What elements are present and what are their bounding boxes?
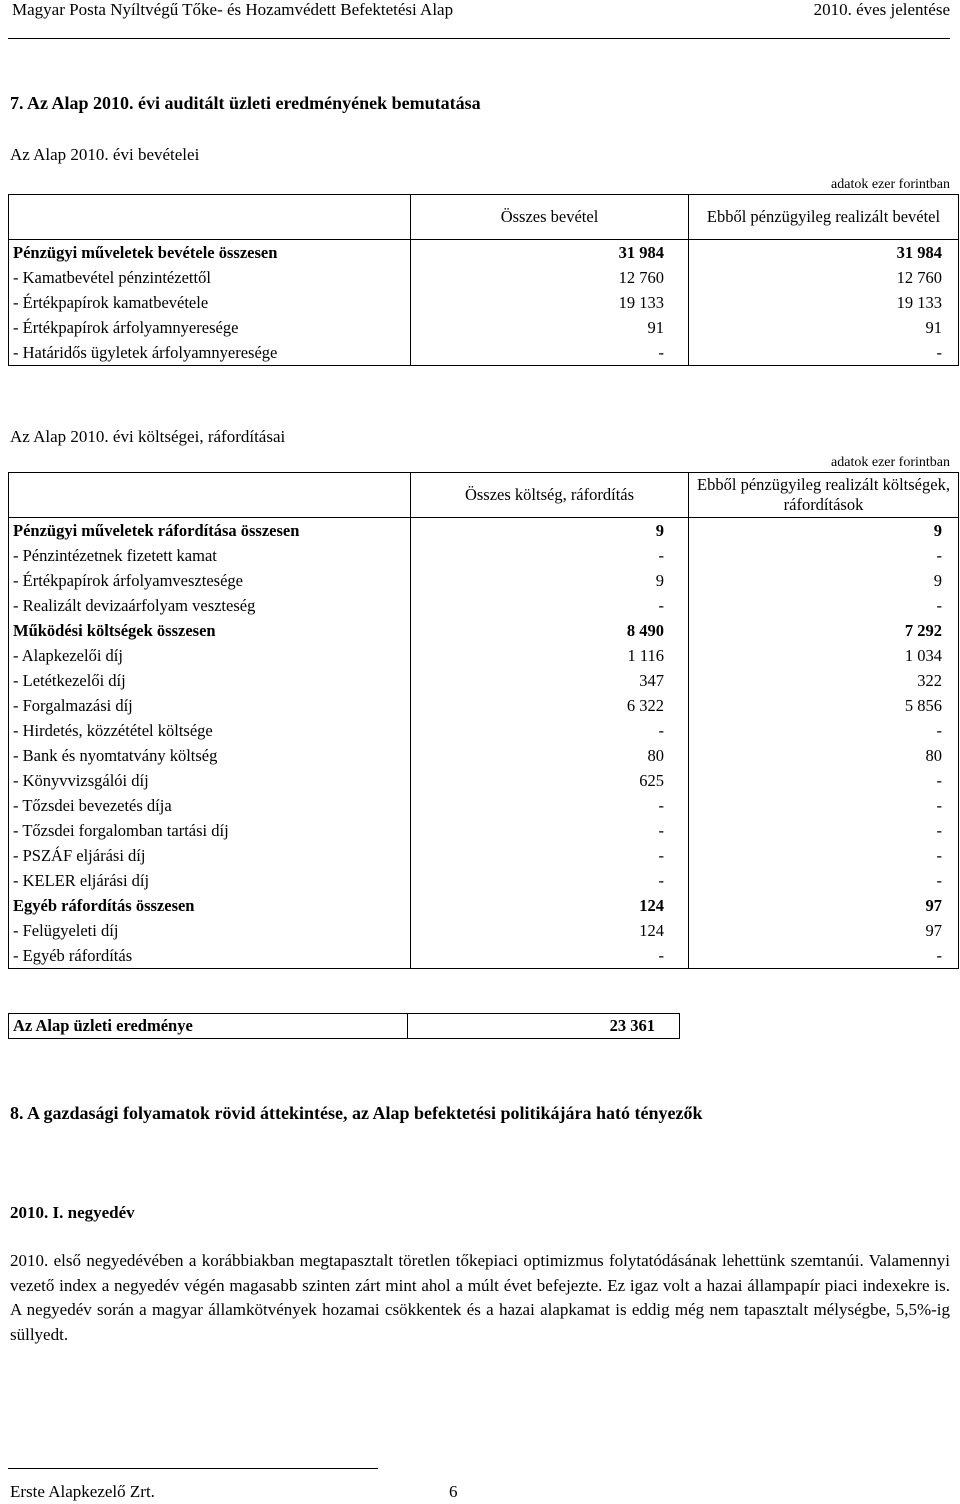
costs-row bbox=[9, 718, 959, 743]
costs-row bbox=[9, 668, 959, 693]
costs-row bbox=[9, 618, 959, 643]
footer-page-number: 6 bbox=[449, 1482, 458, 1501]
costs-row-realized: - bbox=[936, 871, 942, 890]
footer-rule bbox=[8, 1468, 378, 1469]
revenue-row-realized: 12 760 bbox=[896, 268, 942, 287]
costs-row-total: 80 bbox=[411, 743, 689, 768]
costs-row-realized: 5 856 bbox=[904, 696, 942, 715]
costs-row-label: Működési költségek összesen bbox=[9, 618, 411, 643]
revenue-row-realized: 19 133 bbox=[896, 293, 942, 312]
costs-row bbox=[9, 593, 959, 618]
costs-row-realized: - bbox=[936, 846, 942, 865]
costs-row-label: - Egyéb ráfordítás bbox=[9, 943, 411, 969]
costs-row-label: - Forgalmazási díj bbox=[9, 693, 411, 718]
costs-row-realized: 97 bbox=[925, 896, 942, 915]
section-7-title: 7. Az Alap 2010. évi auditált üzleti eredményének bemutatása bbox=[10, 93, 481, 113]
costs-row-total: 625 bbox=[411, 768, 689, 793]
costs-row-realized: - bbox=[936, 796, 942, 815]
revenue-row bbox=[9, 240, 959, 266]
costs-row-realized: 1 034 bbox=[904, 646, 942, 665]
costs-row-realized: 9 bbox=[933, 571, 942, 590]
costs-row bbox=[9, 518, 959, 544]
business-result-label: Az Alap üzleti eredménye bbox=[13, 1016, 193, 1035]
costs-title: Az Alap 2010. évi költségei, ráfordításai bbox=[10, 427, 286, 446]
header-fund-name: Magyar Posta Nyíltvégű Tőke- és Hozamvédett Befektetési Alap bbox=[12, 0, 454, 19]
costs-row-realized: - bbox=[936, 546, 942, 565]
costs-row-label: - Tőzsdei forgalomban tartási díj bbox=[9, 818, 411, 843]
business-result-separator bbox=[407, 1014, 408, 1038]
costs-row-total: 347 bbox=[411, 668, 689, 693]
costs-row bbox=[9, 543, 959, 568]
revenue-row-total: 19 133 bbox=[411, 290, 689, 315]
costs-row-total: 124 bbox=[411, 918, 689, 943]
page-header bbox=[8, 0, 950, 39]
costs-row bbox=[9, 893, 959, 918]
costs-row-realized: 9 bbox=[933, 521, 942, 540]
revenue-row-realized: - bbox=[936, 343, 942, 362]
revenue-header-label bbox=[9, 195, 411, 240]
costs-row-total: - bbox=[411, 818, 689, 843]
revenue-row-label: - Értékpapírok árfolyamnyeresége bbox=[9, 315, 411, 340]
costs-row-label: - Könyvvizsgálói díj bbox=[9, 768, 411, 793]
revenue-table bbox=[8, 194, 959, 366]
revenue-row bbox=[9, 290, 959, 315]
costs-row-realized: - bbox=[936, 721, 942, 740]
costs-header-realized: Ebből pénzügyileg realizált költségek, ráfordítások bbox=[689, 473, 959, 518]
revenue-title: Az Alap 2010. évi bevételei bbox=[10, 145, 200, 164]
revenue-row-label: - Határidős ügyletek árfolyamnyeresége bbox=[9, 340, 411, 366]
costs-row bbox=[9, 768, 959, 793]
revenue-header-row bbox=[9, 195, 959, 240]
costs-row bbox=[9, 793, 959, 818]
revenue-row-realized: 91 bbox=[925, 318, 942, 337]
costs-row-total: - bbox=[411, 843, 689, 868]
costs-row bbox=[9, 743, 959, 768]
revenue-row bbox=[9, 315, 959, 340]
revenue-header-realized: Ebből pénzügyileg realizált bevétel bbox=[689, 195, 959, 240]
footer-company: Erste Alapkezelő Zrt. bbox=[10, 1482, 155, 1501]
costs-row-label: - PSZÁF eljárási díj bbox=[9, 843, 411, 868]
costs-row-total: 124 bbox=[411, 893, 689, 918]
costs-row-realized: - bbox=[936, 821, 942, 840]
revenue-row bbox=[9, 340, 959, 366]
costs-row bbox=[9, 818, 959, 843]
costs-row-label: - Realizált devizaárfolyam veszteség bbox=[9, 593, 411, 618]
costs-row-total: - bbox=[411, 793, 689, 818]
costs-row-total: - bbox=[411, 943, 689, 969]
costs-header-row bbox=[9, 473, 959, 518]
costs-row-realized: - bbox=[936, 596, 942, 615]
costs-unit: adatok ezer forintban bbox=[831, 455, 950, 470]
costs-row-label: Pénzügyi műveletek ráfordítása összesen bbox=[9, 518, 411, 544]
costs-row-realized: 7 292 bbox=[904, 621, 942, 640]
costs-row-total: - bbox=[411, 543, 689, 568]
costs-row-label: - Hirdetés, közzététel költsége bbox=[9, 718, 411, 743]
costs-row-label: - Alapkezelői díj bbox=[9, 643, 411, 668]
costs-row-total: - bbox=[411, 868, 689, 893]
revenue-row-total: 12 760 bbox=[411, 265, 689, 290]
costs-row-total: - bbox=[411, 593, 689, 618]
costs-row-total: 9 bbox=[411, 518, 689, 544]
costs-row-label: - Tőzsdei bevezetés díja bbox=[9, 793, 411, 818]
quarter-title: 2010. I. negyedév bbox=[10, 1203, 135, 1222]
costs-row-label: - Pénzintézetnek fizetett kamat bbox=[9, 543, 411, 568]
revenue-row-label: Pénzügyi műveletek bevétele összesen bbox=[9, 240, 411, 266]
costs-row-label: - Felügyeleti díj bbox=[9, 918, 411, 943]
quarter-paragraph: 2010. első negyedévében a korábbiakban megtapasztalt töretlen tőkepiaci optimizmus folytatódásának lehettünk szemtanúi. Valamennyi vezető index a negyedév végén magasabb szinten zárt mint ahol a múlt évet befejezte. Ez igaz volt a hazai állampapír piaci indexekre is. A negyedév során a magyar államkötvények hozamai csökkentek és a hazai alapkamat is eddig még nem tapasztalt mélységbe, 5,5%-ig süllyedt. bbox=[10, 1251, 950, 1344]
business-result-box bbox=[8, 1013, 680, 1039]
revenue-header-total: Összes bevétel bbox=[411, 195, 689, 240]
costs-row-realized: 322 bbox=[917, 671, 942, 690]
costs-row-realized: - bbox=[936, 946, 942, 965]
costs-row-total: 8 490 bbox=[411, 618, 689, 643]
costs-row-total: - bbox=[411, 718, 689, 743]
revenue-row bbox=[9, 265, 959, 290]
costs-row-total: 1 116 bbox=[411, 643, 689, 668]
revenue-row-realized: 31 984 bbox=[896, 243, 942, 262]
costs-row bbox=[9, 943, 959, 969]
costs-row-realized: 80 bbox=[925, 746, 942, 765]
revenue-unit: adatok ezer forintban bbox=[831, 177, 950, 192]
costs-row-realized: 97 bbox=[925, 921, 942, 940]
costs-table bbox=[8, 472, 959, 969]
costs-row bbox=[9, 918, 959, 943]
header-report-title: 2010. éves jelentése bbox=[813, 0, 950, 19]
costs-row bbox=[9, 693, 959, 718]
revenue-row-total: 31 984 bbox=[411, 240, 689, 266]
business-result-value: 23 361 bbox=[609, 1016, 655, 1035]
costs-row-realized: - bbox=[936, 771, 942, 790]
costs-row bbox=[9, 568, 959, 593]
revenue-row-total: 91 bbox=[411, 315, 689, 340]
revenue-row-label: - Értékpapírok kamatbevétele bbox=[9, 290, 411, 315]
revenue-row-total: - bbox=[411, 340, 689, 366]
costs-row-label: - Értékpapírok árfolyamvesztesége bbox=[9, 568, 411, 593]
costs-row-label: - Bank és nyomtatvány költség bbox=[9, 743, 411, 768]
section-8-title: 8. A gazdasági folyamatok rövid áttekintése, az Alap befektetési politikájára ható tényezők bbox=[10, 1103, 703, 1123]
costs-row-label: - KELER eljárási díj bbox=[9, 868, 411, 893]
costs-header-label bbox=[9, 473, 411, 518]
costs-header-total: Összes költség, ráfordítás bbox=[411, 473, 689, 518]
costs-row-label: Egyéb ráfordítás összesen bbox=[9, 893, 411, 918]
revenue-row-label: - Kamatbevétel pénzintézettől bbox=[9, 265, 411, 290]
costs-row-label: - Letétkezelői díj bbox=[9, 668, 411, 693]
costs-row bbox=[9, 643, 959, 668]
costs-row-total: 9 bbox=[411, 568, 689, 593]
costs-row bbox=[9, 843, 959, 868]
costs-row bbox=[9, 868, 959, 893]
costs-row-total: 6 322 bbox=[411, 693, 689, 718]
